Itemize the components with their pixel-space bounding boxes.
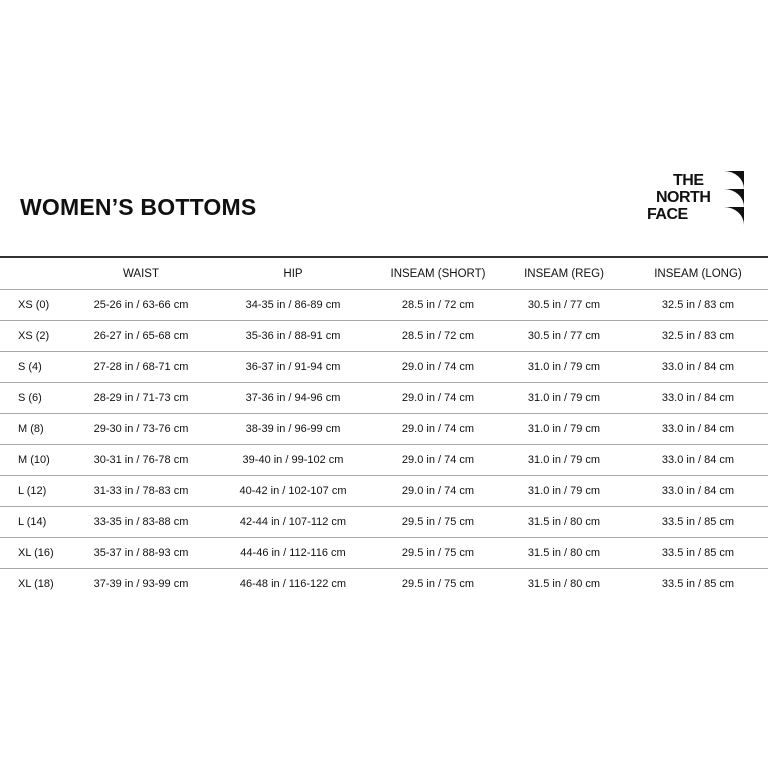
measurement-cell: 38-39 in / 96-99 cm [210,414,376,445]
measurement-cell: 31.0 in / 79 cm [500,445,628,476]
measurement-cell: 30.5 in / 77 cm [500,321,628,352]
measurement-cell: 33.0 in / 84 cm [628,352,768,383]
measurement-cell: 33.5 in / 85 cm [628,538,768,569]
measurement-cell: 46-48 in / 116-122 cm [210,569,376,600]
measurement-cell: 30-31 in / 76-78 cm [72,445,210,476]
column-header: INSEAM (LONG) [654,268,742,280]
half-dome-icon [722,171,744,225]
table-row [0,569,768,600]
measurement-cell: 31.0 in / 79 cm [500,476,628,507]
measurement-cell: 29.5 in / 75 cm [376,507,500,538]
logo-line-1: THE [673,172,704,189]
measurement-cell: 29.0 in / 74 cm [376,476,500,507]
measurement-cell: 42-44 in / 107-112 cm [210,507,376,538]
measurement-cell: 33.0 in / 84 cm [628,383,768,414]
page-title: WOMEN’S BOTTOMS [20,194,257,220]
size-cell: L (12) [0,476,72,507]
table-top-rule [0,256,768,258]
size-table [0,259,768,599]
table-row [0,476,768,507]
measurement-cell: 35-37 in / 88-93 cm [72,538,210,569]
column-header: INSEAM (SHORT) [390,268,486,280]
measurement-cell: 32.5 in / 83 cm [628,290,768,321]
measurement-cell: 40-42 in / 102-107 cm [210,476,376,507]
measurement-cell: 29.5 in / 75 cm [376,538,500,569]
measurement-cell: 33-35 in / 83-88 cm [72,507,210,538]
size-cell: XL (16) [0,538,72,569]
measurement-cell: 31-33 in / 78-83 cm [72,476,210,507]
size-cell: S (6) [0,383,72,414]
size-cell: XL (18) [0,569,72,600]
table-row [0,538,768,569]
measurement-cell: 37-36 in / 94-96 cm [210,383,376,414]
brand-logo [640,170,744,228]
measurement-cell: 28.5 in / 72 cm [376,321,500,352]
size-cell: M (8) [0,414,72,445]
size-cell: S (4) [0,352,72,383]
measurement-cell: 33.0 in / 84 cm [628,445,768,476]
table-row [0,507,768,538]
size-cell: L (14) [0,507,72,538]
table-row [0,321,768,352]
table-row [0,352,768,383]
measurement-cell: 33.5 in / 85 cm [628,507,768,538]
table-row [0,383,768,414]
logo-line-3: FACE [647,206,688,223]
measurement-cell: 37-39 in / 93-99 cm [72,569,210,600]
measurement-cell: 44-46 in / 112-116 cm [210,538,376,569]
column-header: INSEAM (REG) [524,268,604,280]
measurement-cell: 30.5 in / 77 cm [500,290,628,321]
measurement-cell: 29.0 in / 74 cm [376,414,500,445]
size-cell: XS (2) [0,321,72,352]
measurement-cell: 32.5 in / 83 cm [628,321,768,352]
measurement-cell: 31.0 in / 79 cm [500,414,628,445]
measurement-cell: 33.0 in / 84 cm [628,476,768,507]
measurement-cell: 27-28 in / 68-71 cm [72,352,210,383]
size-cell: XS (0) [0,290,72,321]
logo-line-2: NORTH [656,189,711,206]
measurement-cell: 31.5 in / 80 cm [500,569,628,600]
size-cell: M (10) [0,445,72,476]
table-header-row [0,259,768,290]
column-header: WAIST [123,268,159,280]
measurement-cell: 29.0 in / 74 cm [376,445,500,476]
table-body [0,290,768,600]
measurement-cell: 33.0 in / 84 cm [628,414,768,445]
column-header [0,259,72,290]
table-row [0,414,768,445]
measurement-cell: 28-29 in / 71-73 cm [72,383,210,414]
measurement-cell: 36-37 in / 91-94 cm [210,352,376,383]
measurement-cell: 31.0 in / 79 cm [500,352,628,383]
measurement-cell: 35-36 in / 88-91 cm [210,321,376,352]
measurement-cell: 25-26 in / 63-66 cm [72,290,210,321]
column-header: HIP [283,268,303,280]
measurement-cell: 26-27 in / 65-68 cm [72,321,210,352]
measurement-cell: 33.5 in / 85 cm [628,569,768,600]
measurement-cell: 31.0 in / 79 cm [500,383,628,414]
measurement-cell: 28.5 in / 72 cm [376,290,500,321]
measurement-cell: 39-40 in / 99-102 cm [210,445,376,476]
measurement-cell: 29.0 in / 74 cm [376,352,500,383]
table-row [0,445,768,476]
table-row [0,290,768,321]
measurement-cell: 31.5 in / 80 cm [500,538,628,569]
measurement-cell: 31.5 in / 80 cm [500,507,628,538]
measurement-cell: 34-35 in / 86-89 cm [210,290,376,321]
measurement-cell: 29.5 in / 75 cm [376,569,500,600]
measurement-cell: 29-30 in / 73-76 cm [72,414,210,445]
measurement-cell: 29.0 in / 74 cm [376,383,500,414]
